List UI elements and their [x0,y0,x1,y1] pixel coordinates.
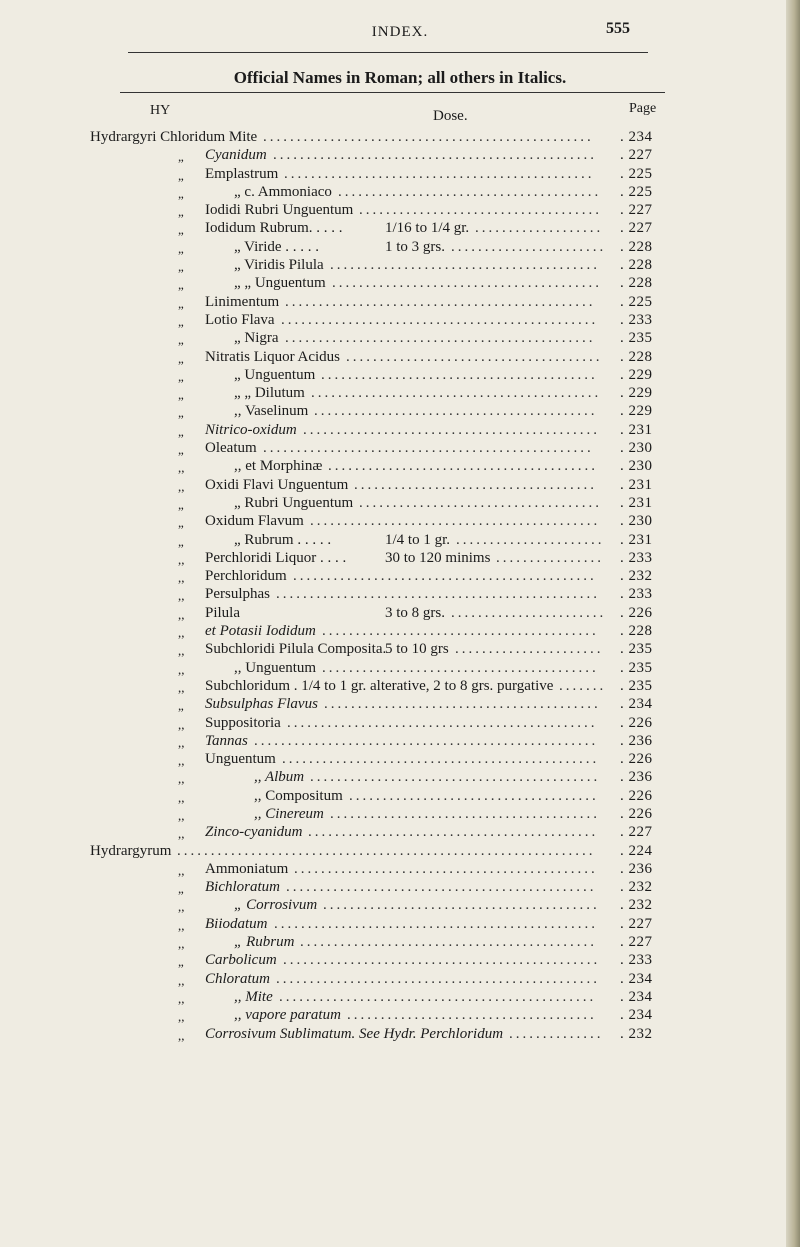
index-entry [0,402,800,420]
index-entry [0,622,800,640]
ditto-mark: „ [178,259,184,275]
entry-name: Emplastrum [205,165,279,182]
index-entry [0,146,800,164]
ditto-mark: ,, [178,606,185,622]
dot-leader: ................................................ [274,915,598,932]
ditto-mark: ,, [178,1009,185,1025]
entry-page-number: . 226 [620,751,653,768]
dot-leader: ............................................ [300,934,597,951]
dot-leader: ......................................... [323,897,600,914]
index-entry [0,860,800,878]
dot-leader: ................................................ [276,970,600,987]
ditto-mark: ,, [178,771,185,787]
ditto-mark: „ [178,881,184,897]
index-entry [0,311,800,329]
entry-name: „ Nigra [234,330,279,347]
entry-page-number: . 227 [620,934,653,951]
index-entry [0,677,800,695]
dot-leader: ................................................. [263,440,594,457]
ditto-mark: „ [178,167,184,183]
dot-leader: .............................................. [287,714,598,731]
entry-page-number: . 234 [620,129,653,145]
ditto-mark: ,, [178,936,185,952]
entry-name: „ Rubri Unguentum [234,494,354,511]
index-entry [0,805,800,823]
entry-name: „ Viride . . . . . [234,238,320,255]
entry-page-number: . 228 [620,623,653,640]
index-entry [0,896,800,914]
ditto-mark: „ [178,332,184,348]
dot-leader: .............. [509,1025,604,1042]
entry-name: „ c. Ammoniaco [234,183,332,200]
entry-name: Subchloridi Pilula Composita. [205,641,387,658]
dot-leader: ................... [475,220,604,237]
entry-page-number: . 232 [620,568,653,585]
entry-page-number: . 232 [620,879,653,896]
entry-dose: 30 to 120 minims [385,549,491,566]
dot-leader: ......................................... [321,366,598,383]
index-entry [0,549,800,567]
entry-page-number: . 224 [620,842,653,859]
entry-page-number: . 235 [620,659,653,676]
ditto-mark: „ [178,149,184,165]
index-entry [0,714,800,732]
entry-name: Iodidum Rubrum. . . . . [205,220,343,237]
index-entry [0,293,800,311]
dot-leader: ........................................ [328,458,598,475]
entry-page-number: . 231 [620,476,653,493]
dot-leader: ......................................... [322,623,599,640]
entry-name: Hydrargyrum [90,842,172,859]
entry-name: Carbolicum [205,952,277,969]
ditto-mark: „ [178,368,184,384]
ditto-mark: ,, [178,551,185,567]
index-entry [0,512,800,530]
ditto-mark: „ [178,313,184,329]
index-entry [0,421,800,439]
entry-name: Tannas [205,732,248,749]
ditto-mark: „ [178,515,184,531]
entry-page-number: . 227 [620,220,653,237]
index-entry [0,640,800,658]
ditto-mark: ,, [178,734,185,750]
entry-name: ,, et Morphinæ [234,458,323,475]
dot-leader: ................................................... [254,732,599,749]
entry-page-number: . 225 [620,165,653,182]
entry-page-number: . 226 [620,714,653,731]
ditto-mark: „ [178,222,184,238]
entry-page-number: . 229 [620,385,653,402]
entry-page-number: . 236 [620,860,653,877]
index-entry [0,951,800,969]
entry-name: ,, Mite [234,988,273,1005]
entry-page-number: . 232 [620,897,653,914]
entry-name: Hydrargyri Chloridum Mite [90,129,258,145]
index-entry [0,238,800,256]
entry-page-number: . 235 [620,330,653,347]
entry-page-number: . 227 [620,915,653,932]
entry-page-number: . 230 [620,513,653,530]
ditto-mark: ,, [178,478,185,494]
entry-page-number: . 229 [620,403,653,420]
page-edge [786,0,800,1247]
entry-dose: 1 to 3 grs. [385,238,445,255]
index-entry [0,842,800,860]
entry-name: „ Rubrum . . . . . [234,531,332,548]
entry-dose: 3 to 8 grs. [385,604,445,621]
entry-page-number: . 231 [620,494,653,511]
entry-dose: 1/16 to 1/4 gr. [385,220,470,237]
ditto-mark: „ [178,277,184,293]
dot-leader: ............................................... [282,751,600,768]
entry-name: Pilula [205,604,241,621]
ditto-mark: ,, [178,753,185,769]
dot-leader: ............................................ [303,421,600,438]
entry-page-number: . 234 [620,970,653,987]
entry-name: ,, vapore paratum [234,1007,341,1024]
ditto-mark: ,, [178,1027,185,1043]
entry-dose: 5 to 10 grs [385,641,449,658]
dose-column-header: Dose. [433,108,468,124]
entry-name: Zinco-cyanidum [205,824,303,841]
index-entry [0,604,800,622]
index-entry [0,366,800,384]
entry-name: ,, Vaselinum [234,403,309,420]
entry-page-number: . 234 [620,1007,653,1024]
ditto-mark: „ [178,954,184,970]
dot-leader: .................................... [359,494,602,511]
index-entry [0,476,800,494]
entry-name: Corrosivum Sublimatum. See Hydr. Perchloridum [205,1025,504,1042]
ditto-mark: ,, [178,679,185,695]
entry-name: Suppositoria [205,714,281,731]
entry-name: Biiodatum [205,915,268,932]
entry-page-number: . 228 [620,238,653,255]
index-entry [0,970,800,988]
entry-page-number: . 233 [620,311,653,328]
dot-leader: ....... [559,677,607,694]
entry-name: Bichloratum [205,879,280,896]
entry-name: Oleatum [205,440,257,457]
dot-leader: ........................................... [308,824,599,841]
entry-page-number: . 225 [620,183,653,200]
index-entry [0,348,800,366]
entry-page-number: . 230 [620,458,653,475]
entry-page-number: . 233 [620,586,653,603]
ditto-mark: ,, [178,716,185,732]
entry-page-number: . 234 [620,696,653,713]
ditto-mark: „ [178,698,184,714]
entry-name: „ Viridis Pilula [234,257,324,274]
index-entry [0,732,800,750]
entry-name: Chloratum [205,970,271,987]
dot-leader: ................ [496,549,604,566]
index-entry [0,183,800,201]
entry-page-number: . 235 [620,677,653,694]
dot-leader: ........................................ [330,805,600,822]
index-entry [0,165,800,183]
entry-page-number: . 234 [620,988,653,1005]
index-entry [0,274,800,292]
dot-leader: .......................................... [314,403,598,420]
header-rule [128,52,648,53]
entry-page-number: . 225 [620,293,653,310]
dot-leader: .............................................. [284,165,595,182]
entry-page-number: . 227 [620,147,653,164]
dot-leader: ............................................... [279,988,597,1005]
dot-leader: ......................................... [324,696,601,713]
ditto-mark: ,, [178,625,185,641]
index-entry [0,384,800,402]
entry-name: Perchloridi Liquor . . . . [205,549,347,566]
dot-leader: ....................................... [338,183,602,200]
index-entry [0,439,800,457]
entry-name: „ Rubrum [234,934,295,951]
entry-name: Oxidum Flavum [205,513,304,530]
dot-leader: ...................... [456,531,605,548]
entry-page-number: . 230 [620,440,653,457]
index-entry [0,201,800,219]
ditto-mark: „ [178,295,184,311]
index-entry [0,585,800,603]
index-entry [0,933,800,951]
ditto-mark: ,, [178,826,185,842]
entry-name: et Potasii Iodidum [205,623,316,640]
dot-leader: ..................................... [349,787,599,804]
index-entries [0,128,800,1043]
subtitle-rule [120,92,665,93]
dot-leader: ........................................ [332,275,602,292]
index-entry [0,695,800,713]
entry-page-number: . 229 [620,366,653,383]
index-entry [0,878,800,896]
entry-dose: 1/4 to 1 gr. [385,531,451,548]
index-entry [0,531,800,549]
entry-name: „ „ Unguentum [234,275,326,292]
entry-page-number: . 226 [620,805,653,822]
index-entry [0,1006,800,1024]
index-entry [0,988,800,1006]
dot-leader: ...................................... [346,348,603,365]
entry-page-number: . 236 [620,732,653,749]
ditto-mark: „ [178,496,184,512]
dot-leader: .............................................. [285,293,596,310]
entry-name: ,, Cinereum [254,805,324,822]
index-entry [0,567,800,585]
ditto-mark: „ [178,350,184,366]
entry-name: Unguentum [205,751,276,768]
entry-page-number: . 231 [620,531,653,548]
entry-page-number: . 233 [620,549,653,566]
dot-leader: ....................... [451,238,607,255]
index-subtitle: Official Names in Roman; all others in Italics. [233,68,567,87]
entry-page-number: . 235 [620,641,653,658]
index-entry [0,256,800,274]
ditto-mark: ,, [178,643,185,659]
ditto-mark: ,, [178,789,185,805]
dot-leader: ............................................... [283,952,601,969]
entry-page-number: . 231 [620,421,653,438]
index-entry [0,823,800,841]
entry-name: „ Unguentum [234,366,316,383]
catchword: HY [150,103,171,118]
ditto-mark: ,, [178,862,185,878]
index-entry [0,457,800,475]
entry-page-number: . 233 [620,952,653,969]
entry-page-number: . 228 [620,257,653,274]
entry-page-number: . 226 [620,604,653,621]
entry-page-number: . 226 [620,787,653,804]
ditto-mark: ,, [178,990,185,1006]
entry-name: ,, Compositum [254,787,343,804]
entry-name: „ Corrosivum [234,897,318,914]
ditto-mark: ,, [178,661,185,677]
dot-leader: ...................... [455,641,604,658]
entry-name: Cyanidum [205,147,267,164]
ditto-mark: „ [178,204,184,220]
entry-name: Iodidi Rubri Unguentum [205,202,354,219]
entry-page-number: . 228 [620,275,653,292]
dot-leader: ......................................... [322,659,599,676]
entry-name: Perchloridum [205,568,287,585]
entry-page-number: . 236 [620,769,653,786]
ditto-mark: ,, [178,588,185,604]
running-head: INDEX. [371,24,429,40]
index-entry [0,750,800,768]
index-entry [0,787,800,805]
dot-leader: ................................................. [263,129,594,145]
index-entry [0,329,800,347]
page-column-header: Page [629,101,657,116]
dot-leader: ........................................ [330,257,600,274]
entry-name: Nitratis Liquor Acidus [205,348,340,365]
ditto-mark: ,, [178,460,185,476]
entry-page-number: . 228 [620,348,653,365]
entry-name: Oxidi Flavi Unguentum [205,476,349,493]
dot-leader: ............................................... [281,311,599,328]
entry-name: Nitrico-oxidum [205,421,297,438]
dot-leader: .................................... [354,476,597,493]
ditto-mark: „ [178,387,184,403]
dot-leader: ................................................ [276,586,600,603]
ditto-mark: „ [178,185,184,201]
ditto-mark: ,, [178,807,185,823]
dot-leader: ....................... [451,604,607,621]
index-entry [0,659,800,677]
index-entry [0,1025,800,1043]
dot-leader: .............................................. [286,879,597,896]
dot-leader: .............................................. [285,330,596,347]
entry-page-number: . 227 [620,202,653,219]
entry-name: Lotio Flava [205,311,275,328]
ditto-mark: „ [178,533,184,549]
entry-name: Persulphas [205,586,270,603]
index-entry [0,915,800,933]
index-entry [0,768,800,786]
index-entry [0,219,800,237]
ditto-mark: ,, [178,917,185,933]
entry-page-number: . 232 [620,1025,653,1042]
ditto-mark: ,, [178,570,185,586]
ditto-mark: „ [178,423,184,439]
entry-name: Linimentum [205,293,280,310]
ditto-mark: „ [178,405,184,421]
dot-leader: ........................................... [311,385,602,402]
dot-leader: ............................................. [293,568,597,585]
index-entry [0,128,800,146]
entry-name: Subchloridum . 1/4 to 1 gr. alterative, 2 to 8 grs. purgative [205,677,554,694]
index-entry [0,494,800,512]
entry-name: Subsulphas Flavus [205,696,318,713]
entry-name: ,, Album [254,769,305,786]
dot-leader: ................................................ [273,147,597,164]
ditto-mark: „ [178,240,184,256]
entry-page-number: . 227 [620,824,653,841]
ditto-mark: „ [178,442,184,458]
ditto-mark: ,, [178,899,185,915]
dot-leader: ............................................. [294,860,598,877]
entry-name: ,, Unguentum [234,659,317,676]
dot-leader: ........................................... [310,769,601,786]
ditto-mark: ,, [178,972,185,988]
dot-leader: ..................................... [347,1007,597,1024]
page-number: 555 [606,20,630,37]
dot-leader: ........................................... [310,513,601,530]
dot-leader: .............................................................. [177,842,596,859]
entry-name: „ „ Dilutum [234,385,305,402]
entry-name: Ammoniatum [205,860,289,877]
dot-leader: .................................... [359,202,602,219]
